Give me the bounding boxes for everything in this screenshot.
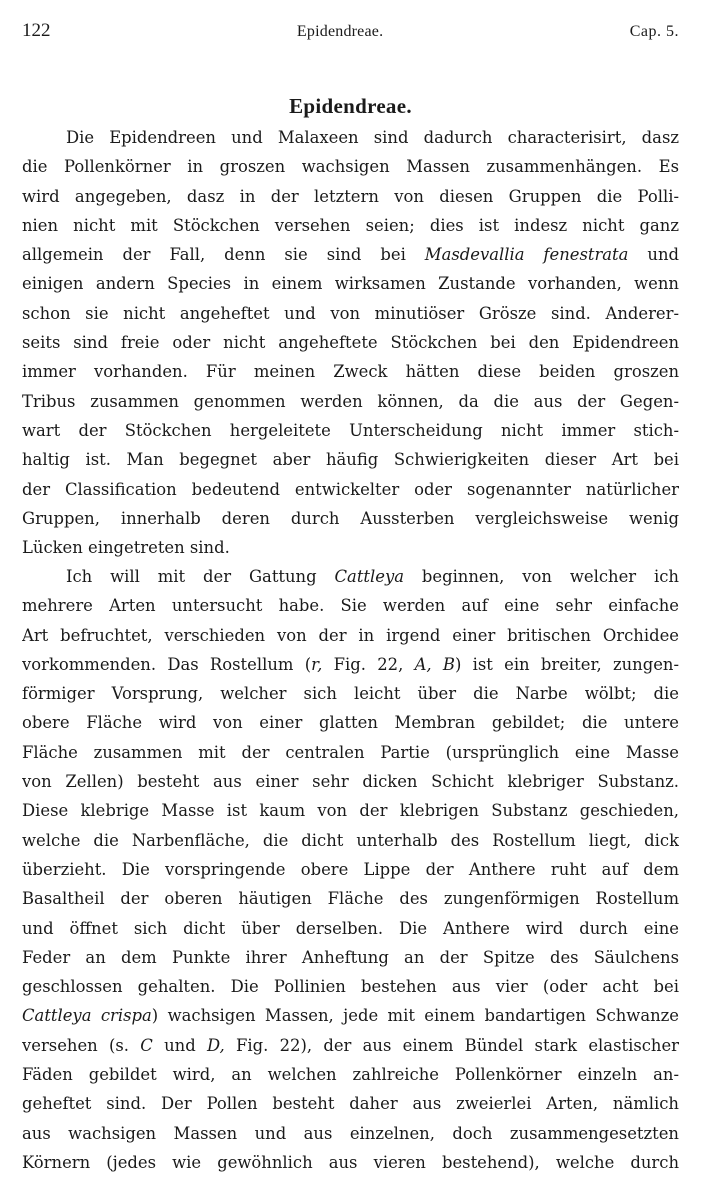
- text-line: [22, 1060, 679, 1089]
- italic-run: r,: [311, 654, 323, 674]
- text-run: Art befruchtet, verschieden von der in irgend einer britischen Orchidee: [22, 625, 679, 645]
- text-run: Gruppen, innerhalb deren durch Aussterben vergleichsweise wenig: [22, 508, 679, 528]
- text-run: aus wachsigen Massen und aus einzelnen, doch zusammengesetzten: [22, 1123, 679, 1143]
- text-run: und öffnet sich dicht über derselben. Die Anthere wird durch eine: [22, 918, 679, 938]
- text-run: Diese klebrige Masse ist kaum von der klebrigen Substanz geschieden,: [22, 801, 679, 821]
- text-line: [22, 591, 679, 620]
- text-line: [22, 182, 679, 211]
- section-title: Epidendreae.: [289, 94, 412, 118]
- running-header: [22, 20, 679, 46]
- text-line: [22, 767, 679, 796]
- text-line: [22, 1119, 679, 1148]
- text-line: [22, 562, 679, 591]
- text-run: nien nicht mit Stöckchen versehen seien; dies ist indesz nicht ganz: [22, 215, 679, 235]
- text-line: [22, 826, 679, 855]
- text-line: [22, 914, 679, 943]
- text-run: ) wachsigen Massen, jede mit einem bandartigen Schwanze: [151, 1006, 679, 1026]
- text-line: [22, 1148, 679, 1177]
- text-run: mehrere Arten untersucht habe. Sie werden auf eine sehr einfache: [22, 596, 679, 616]
- text-run: Ich will mit der Gattung: [66, 567, 335, 586]
- text-line: [22, 972, 679, 1001]
- text-line: [22, 328, 679, 357]
- text-run: seits sind freie oder nicht angeheftete Stöckchen bei den Epidendreen: [22, 333, 679, 353]
- text-run: geheftet sind. Der Pollen besteht daher aus zweierlei Arten, nämlich: [22, 1094, 679, 1114]
- text-line: [22, 357, 679, 386]
- italic-run: Cattleya crispa: [22, 1006, 152, 1026]
- text-line: [22, 445, 679, 474]
- text-run: Fig. 22), der aus einem Bündel stark elastischer: [224, 1035, 679, 1055]
- italic-run: C: [140, 1035, 153, 1055]
- text-line: [22, 152, 679, 181]
- text-line: [22, 475, 679, 504]
- text-run: Fäden gebildet wird, an welchen zahlreiche Pollenkörner einzeln an-: [22, 1065, 679, 1085]
- text-line: [22, 738, 679, 767]
- text-run: Die Epidendreen und Malaxeen sind dadurch characterisirt, dasz: [66, 128, 679, 147]
- text-line: [22, 855, 679, 884]
- text-run: versehen (s.: [22, 1035, 141, 1055]
- text-run: geschlossen gehalten. Die Pollinien bestehen aus vier (oder acht bei: [22, 977, 679, 997]
- text-run: wart der Stöckchen hergeleitete Unterscheidung nicht immer stich-: [22, 420, 679, 440]
- text-line: [22, 240, 679, 269]
- text-line: [22, 621, 679, 650]
- text-run: schon sie nicht angeheftet und von minutiöser Grösze sind. Anderer-: [22, 303, 679, 323]
- text-run: Fläche zusammen mit der centralen Partie (ursprünglich eine Masse: [22, 742, 679, 762]
- paragraph-2: [22, 562, 679, 1177]
- text-run: und: [152, 1035, 207, 1055]
- text-line: [22, 884, 679, 913]
- text-line: [22, 416, 679, 445]
- text-line: [22, 533, 679, 562]
- text-line: [22, 504, 679, 533]
- text-run: immer vorhanden. Für meinen Zweck hätten diese beiden groszen: [22, 362, 679, 382]
- text-line: [22, 1001, 679, 1030]
- text-run: von Zellen) besteht aus einer sehr dicken Schicht klebriger Substanz.: [22, 772, 679, 792]
- text-line: [22, 796, 679, 825]
- text-run: die Pollenkörner in groszen wachsigen Massen zusammenhängen. Es: [22, 157, 679, 177]
- text-run: förmiger Vorsprung, welcher sich leicht über die Narbe wölbt; die: [22, 684, 679, 704]
- italic-run: Masdevallia fenestrata: [424, 245, 629, 265]
- text-line: [22, 650, 679, 679]
- italic-run: A, B: [414, 654, 455, 674]
- text-run: Körnern (jedes wie gewöhnlich aus vieren bestehend), welche durch: [22, 1152, 679, 1172]
- text-run: Tribus zusammen genommen werden können, da die aus der Gegen-: [22, 391, 679, 411]
- italic-run: Cattleya: [334, 567, 404, 586]
- paragraph-1: [22, 123, 679, 562]
- text-run: ) ist ein breiter, zungen-: [454, 654, 679, 674]
- text-run: einigen andern Species in einem wirksamen Zustande vorhanden, wenn: [22, 274, 679, 294]
- text-run: Lücken eingetreten sind.: [22, 538, 230, 558]
- text-run: allgemein der Fall, denn sie sind bei: [22, 245, 425, 265]
- text-run: überzieht. Die vorspringende obere Lippe der Anthere ruht auf dem: [22, 859, 679, 879]
- text-run: vorkommenden. Das Rostellum (: [22, 654, 312, 674]
- text-line: [22, 679, 679, 708]
- page-number: 122: [22, 20, 51, 41]
- text-line: [22, 943, 679, 972]
- running-title: Epidendreae.: [296, 23, 384, 40]
- text-run: beginnen, von welcher ich: [403, 567, 679, 586]
- italic-run: D,: [206, 1035, 225, 1055]
- text-run: Basaltheil der oberen häutigen Fläche des zungenförmigen Rostellum: [22, 889, 679, 909]
- text-line: [22, 123, 679, 152]
- text-run: wird angegeben, dasz in der letztern von diesen Gruppen die Polli-: [22, 186, 679, 206]
- text-run: haltig ist. Man begegnet aber häufig Schwierigkeiten dieser Art bei: [22, 450, 679, 470]
- text-line: [22, 708, 679, 737]
- text-line: [22, 211, 679, 240]
- text-line: [22, 1089, 679, 1118]
- text-line: [22, 1031, 679, 1060]
- text-line: [22, 299, 679, 328]
- text-run: Feder an dem Punkte ihrer Anheftung an der Spitze des Säulchens: [22, 947, 679, 967]
- text-run: Fig. 22,: [322, 654, 415, 674]
- text-run: obere Fläche wird von einer glatten Membran gebildet; die untere: [22, 713, 679, 733]
- text-run: und: [628, 245, 679, 265]
- text-line: [22, 387, 679, 416]
- text-run: welche die Narbenfläche, die dicht unterhalb des Rostellum liegt, dick: [22, 830, 679, 850]
- chapter-label: Cap. 5.: [629, 23, 679, 40]
- text-run: der Classification bedeutend entwickelter oder sogenannter natürlicher: [22, 479, 679, 499]
- text-line: [22, 269, 679, 298]
